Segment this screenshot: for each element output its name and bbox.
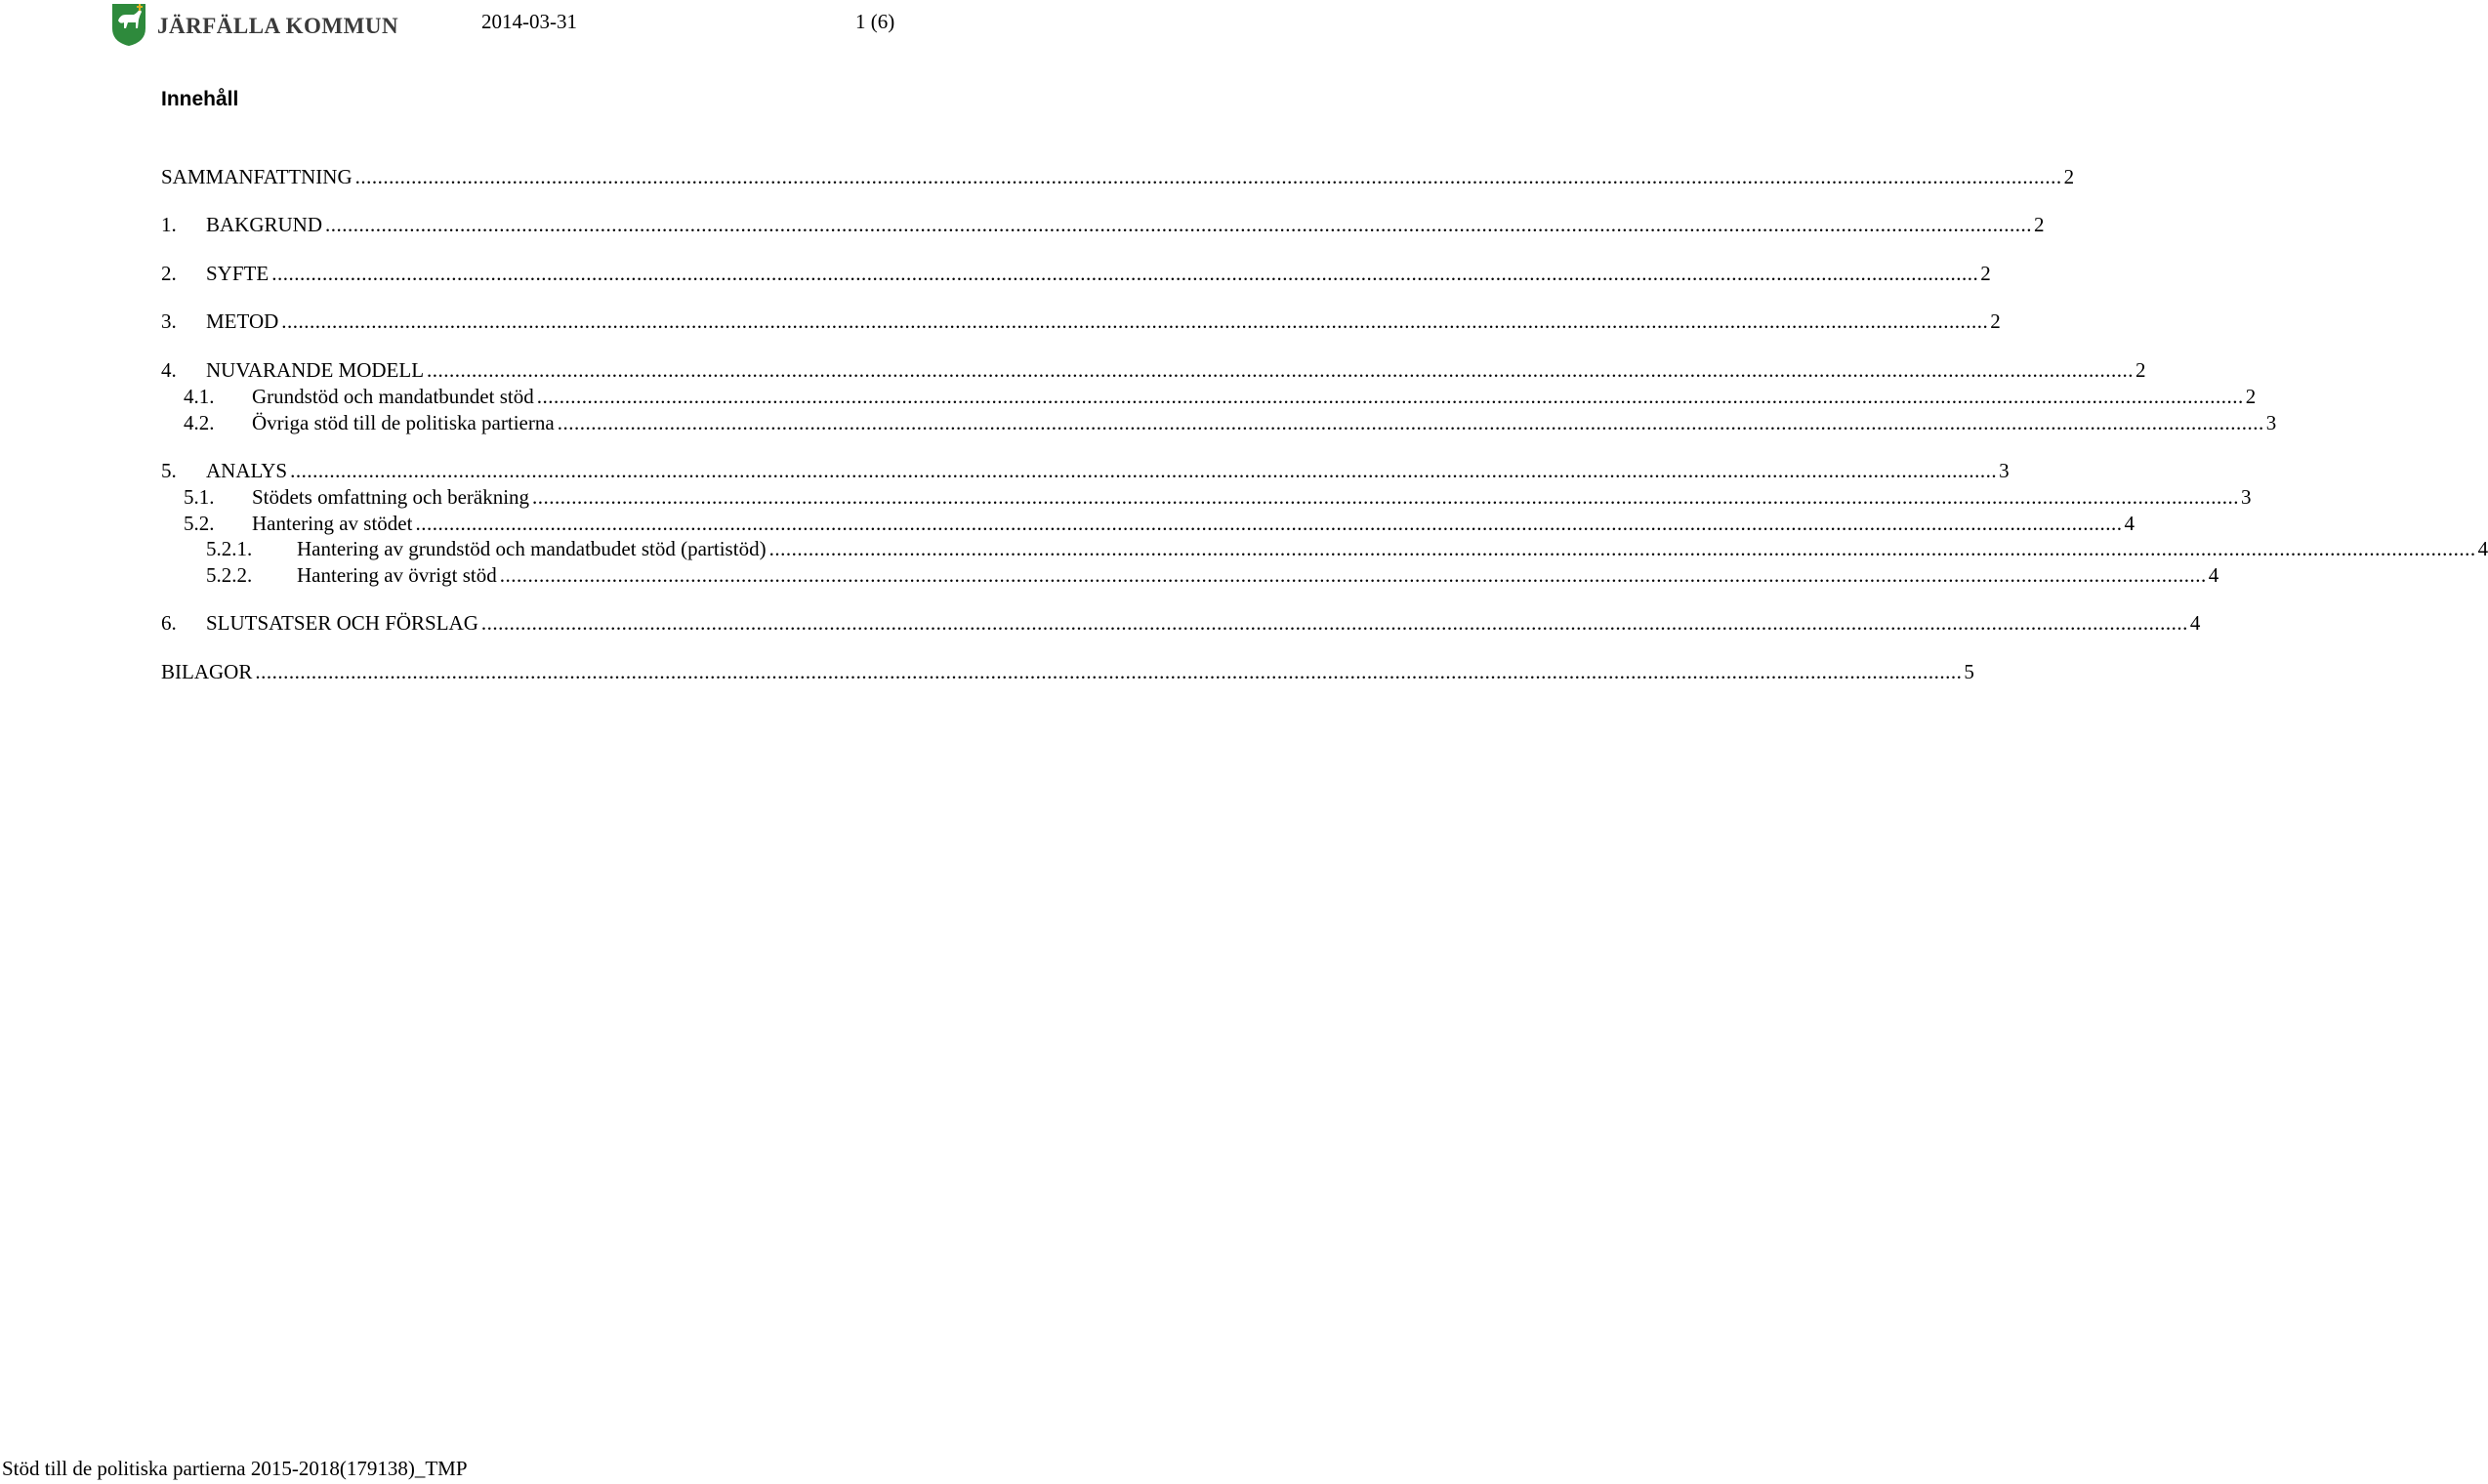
toc-entry-page: 2 [2034,213,2045,236]
toc-entry[interactable] [161,164,2075,189]
toc-entry-title: Övriga stöd till de politiska partierna [252,411,555,434]
toc-entry-page: 2 [1980,262,1991,285]
toc-entry[interactable] [184,410,2277,435]
toc-entry-number: 2. [161,262,177,285]
toc-leader-dots [290,458,1997,483]
toc-entry-page: 4 [2208,563,2219,587]
toc-leader-dots [558,410,2264,435]
svg-text:JÄRFÄLLA KOMMUN: JÄRFÄLLA KOMMUN [157,14,399,38]
toc-entry-number: 5.2.2. [206,563,253,587]
toc-entry-number: 4.2. [184,411,215,434]
toc-leader-dots [532,484,2239,510]
toc-entry-title: Grundstöd och mandatbundet stöd [252,385,534,408]
toc-entry-title: SYFTE [206,262,270,285]
toc-entry-number: 5. [161,459,177,482]
toc-entry-title: ANALYS [206,459,288,482]
toc-entry-number: 1. [161,213,177,236]
toc-entry[interactable] [184,511,2135,536]
toc-leader-dots [255,659,1962,684]
toc-entry-page: 2 [2245,385,2257,408]
toc-entry-page: 5 [1964,660,1974,683]
toc-entry-title: BAKGRUND [206,213,323,236]
toc-entry[interactable] [161,610,2201,636]
toc-entry-title: Hantering av övrigt stöd [297,563,497,587]
toc-leader-dots [537,384,2244,409]
toc-entry[interactable] [161,212,2045,237]
toc-entry[interactable] [161,261,1991,286]
toc-leader-dots [427,357,2134,383]
toc-entry-title: Hantering av grundstöd och mandatbudet stöd (partistöd) [297,537,767,560]
toc-entry-number: 4. [161,358,177,382]
toc-leader-dots [281,309,1988,334]
page-header [0,0,937,51]
toc-entry[interactable] [206,562,2219,588]
toc-entry[interactable] [206,536,2488,561]
document-footer: Stöd till de politiska partierna 2015-2018(179138)_TMP [2,1457,468,1480]
toc-entry-title: NUVARANDE MODELL [206,358,425,382]
toc-entry-title: SLUTSATSER OCH FÖRSLAG [206,611,478,635]
toc-entry-page: 2 [2136,358,2146,382]
toc-entry-number: 5.2.1. [206,537,253,560]
toc-entry-page: 2 [2063,165,2075,188]
toc-entry-title: Hantering av stödet [252,512,413,535]
page-number: 1 (6) [855,10,895,33]
toc-leader-dots [500,562,2207,588]
toc-entry-number: 6. [161,611,177,635]
document-date: 2014-03-31 [481,10,577,33]
toc-entry-title: BILAGOR [161,660,253,683]
toc-entry[interactable] [184,384,2257,409]
toc-entry-page: 4 [2189,611,2201,635]
toc-entry-title: METOD [206,309,279,333]
toc-entry[interactable] [161,309,2001,334]
toc-entry-title: Stödets omfattning och beräkning [252,485,530,509]
toc-entry-page: 4 [2477,537,2488,560]
toc-entry-page: 3 [2265,411,2277,434]
toc-entry-number: 5.1. [184,485,215,509]
toc-entry-page: 2 [1990,309,2001,333]
toc-entry-page: 3 [1999,459,2010,482]
jarfalla-logo [110,3,399,46]
toc-leader-dots [481,610,2188,636]
toc-entry-number: 3. [161,309,177,333]
jarfalla-coat-of-arms-icon [110,3,399,46]
toc-leader-dots [355,164,2062,189]
toc-entry[interactable] [161,458,2010,483]
toc-entry-page: 3 [2241,485,2252,509]
toc-entry-number: 5.2. [184,512,215,535]
toc-entry-page: 4 [2124,512,2135,535]
toc-entry[interactable] [161,659,1974,684]
toc-entry[interactable] [184,484,2252,510]
toc-entry[interactable] [161,357,2146,383]
toc-leader-dots [769,536,2476,561]
toc-entry-number: 4.1. [184,385,215,408]
toc-leader-dots [271,261,1978,286]
toc-leader-dots [325,212,2032,237]
toc-entry-title: SAMMANFATTNING [161,165,352,188]
toc-leader-dots [415,511,2122,536]
toc-heading: Innehåll [161,88,239,110]
